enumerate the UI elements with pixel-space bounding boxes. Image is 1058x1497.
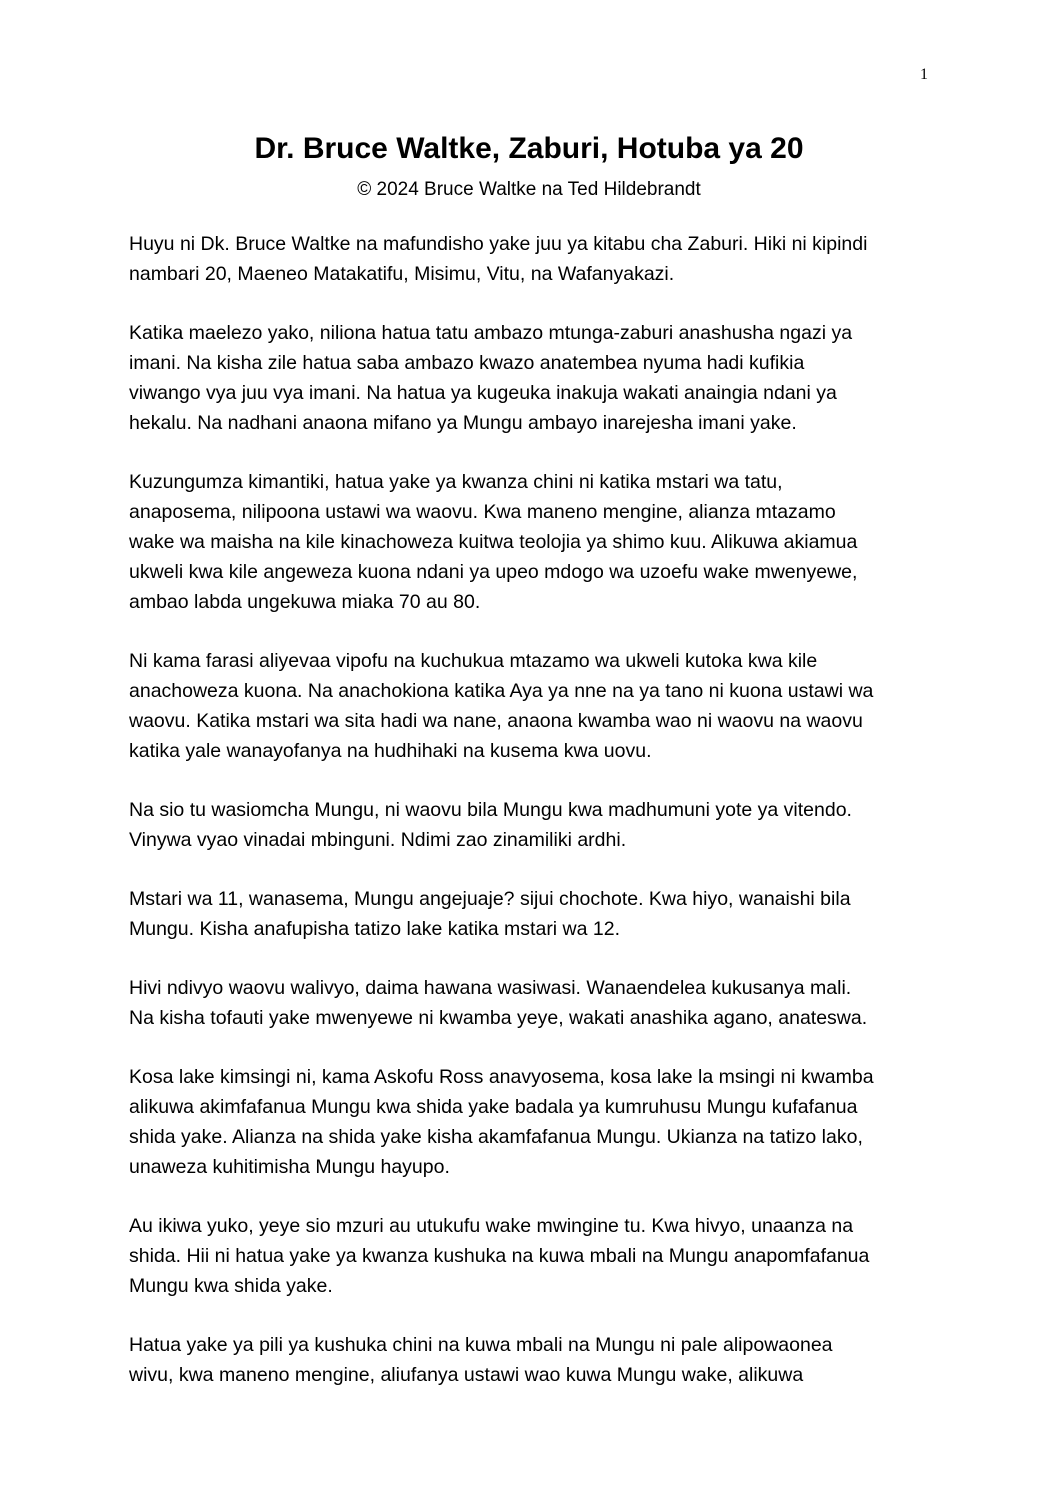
page-number: 1 xyxy=(920,66,928,83)
paragraph xyxy=(129,467,939,617)
paragraph-line: Katika maelezo yako, niliona hatua tatu ambazo mtunga-zaburi anashusha ngazi ya xyxy=(129,322,853,344)
paragraph-line: anachoweza kuona. Na anachokiona katika Aya ya nne na ya tano ni kuona ustawi wa xyxy=(129,680,874,702)
paragraph-line: hekalu. Na nadhani anaona mifano ya Mungu ambayo inarejesha imani yake. xyxy=(129,412,797,434)
paragraph-line: shida. Hii ni hatua yake ya kwanza kushuka na kuwa mbali na Mungu anapomfafanua xyxy=(129,1245,870,1267)
paragraph xyxy=(129,884,939,944)
paragraph-line: Mungu. Kisha anafupisha tatizo lake katika mstari wa 12. xyxy=(129,918,621,940)
paragraph-line: anaposema, nilipoona ustawi wa waovu. Kwa maneno mengine, alianza mtazamo xyxy=(129,501,836,523)
paragraph xyxy=(129,795,939,855)
paragraph-line: Na sio tu wasiomcha Mungu, ni waovu bila Mungu kwa madhumuni yote ya vitendo. xyxy=(129,799,852,821)
paragraph xyxy=(129,973,939,1033)
copyright-line: © 2024 Bruce Waltke na Ted Hildebrandt xyxy=(357,179,701,200)
paragraph xyxy=(129,318,939,438)
paragraph-line: Huyu ni Dk. Bruce Waltke na mafundisho yake juu ya kitabu cha Zaburi. Hiki ni kipindi xyxy=(129,233,868,255)
paragraph-line: Kosa lake kimsingi ni, kama Askofu Ross anavyosema, kosa lake la msingi ni kwamba xyxy=(129,1066,874,1088)
paragraph-line: Mungu kwa shida yake. xyxy=(129,1275,333,1297)
paragraph-line: Vinywa vyao vinadai mbinguni. Ndimi zao zinamiliki ardhi. xyxy=(129,829,627,851)
document-body xyxy=(129,229,939,1419)
paragraph-line: wake wa maisha na kile kinachoweza kuitwa teolojia ya shimo kuu. Alikuwa akiamua xyxy=(129,531,858,553)
paragraph xyxy=(129,1062,939,1182)
paragraph-line: viwango vya juu vya imani. Na hatua ya kugeuka inakuja wakati anaingia ndani ya xyxy=(129,382,837,404)
paragraph-line: waovu. Katika mstari wa sita hadi wa nane, anaona kwamba wao ni waovu na waovu xyxy=(129,710,863,732)
paragraph-line: Hatua yake ya pili ya kushuka chini na kuwa mbali na Mungu ni pale alipowaonea xyxy=(129,1334,833,1356)
document-title: Dr. Bruce Waltke, Zaburi, Hotuba ya 20 xyxy=(254,132,804,165)
paragraph-line: imani. Na kisha zile hatua saba ambazo kwazo anatembea nyuma hadi kufikia xyxy=(129,352,805,374)
paragraph-line: Mstari wa 11, wanasema, Mungu angejuaje? sijui chochote. Kwa hiyo, wanaishi bila xyxy=(129,888,851,910)
paragraph xyxy=(129,1330,939,1390)
paragraph-line: Na kisha tofauti yake mwenyewe ni kwamba yeye, wakati anashika agano, anateswa. xyxy=(129,1007,868,1029)
paragraph xyxy=(129,1211,939,1301)
paragraph-line: ukweli kwa kile angeweza kuona ndani ya upeo mdogo wa uzoefu wake mwenyewe, xyxy=(129,561,858,583)
paragraph-line: unaweza kuhitimisha Mungu hayupo. xyxy=(129,1156,450,1178)
paragraph-line: katika yale wanayofanya na hudhihaki na kusema kwa uovu. xyxy=(129,740,652,762)
paragraph-line: Hivi ndivyo waovu walivyo, daima hawana wasiwasi. Wanaendelea kukusanya mali. xyxy=(129,977,852,999)
paragraph-line: alikuwa akimfafanua Mungu kwa shida yake badala ya kumruhusu Mungu kufafanua xyxy=(129,1096,858,1118)
paragraph-line: nambari 20, Maeneo Matakatifu, Misimu, Vitu, na Wafanyakazi. xyxy=(129,263,675,285)
paragraph-line: shida yake. Alianza na shida yake kisha akamfafanua Mungu. Ukianza na tatizo lako, xyxy=(129,1126,863,1148)
paragraph-line: ambao labda ungekuwa miaka 70 au 80. xyxy=(129,591,481,613)
paragraph xyxy=(129,229,939,289)
paragraph-line: Au ikiwa yuko, yeye sio mzuri au utukufu wake mwingine tu. Kwa hivyo, unaanza na xyxy=(129,1215,854,1237)
paragraph-line: wivu, kwa maneno mengine, aliufanya ustawi wao kuwa Mungu wake, alikuwa xyxy=(129,1364,804,1386)
paragraph xyxy=(129,646,939,766)
paragraph-line: Ni kama farasi aliyevaa vipofu na kuchukua mtazamo wa ukweli kutoka kwa kile xyxy=(129,650,818,672)
paragraph-line: Kuzungumza kimantiki, hatua yake ya kwanza chini ni katika mstari wa tatu, xyxy=(129,471,783,493)
